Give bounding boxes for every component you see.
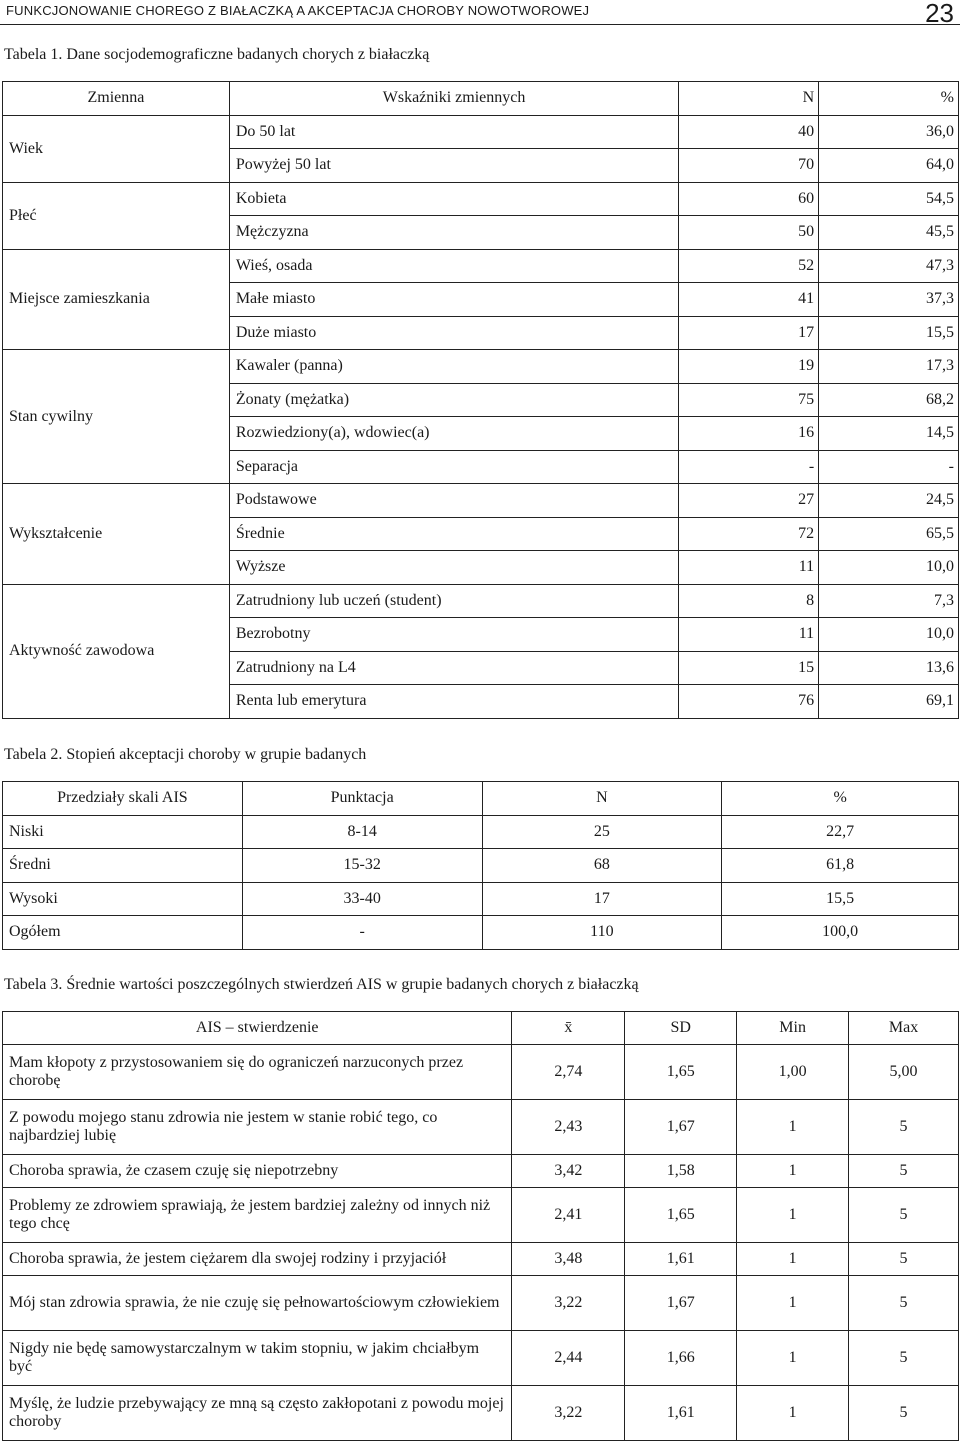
range-cell: Średni <box>3 849 243 883</box>
max-cell: 5 <box>849 1155 959 1188</box>
table-row <box>3 1386 959 1441</box>
table-row <box>3 249 959 283</box>
col-header-variable: Zmienna <box>3 82 230 116</box>
mean-cell: 2,41 <box>512 1188 625 1243</box>
running-title: FUNKCJONOWANIE CHOREGO Z BIAŁACZKĄ A AKCEPTACJA CHOROBY NOWOTWOROWEJ <box>6 3 590 18</box>
percent-cell: 17,3 <box>819 350 959 384</box>
indicator-cell: Do 50 lat <box>229 115 679 149</box>
indicator-cell: Mężczyzna <box>229 216 679 250</box>
indicator-cell: Kawaler (panna) <box>229 350 679 384</box>
col-header-score: Punktacja <box>242 782 482 816</box>
indicator-cell: Duże miasto <box>229 316 679 350</box>
table-row <box>3 916 959 950</box>
statement-cell: Mój stan zdrowia sprawia, że nie czuję się pełnowartościowym człowiekiem <box>3 1276 512 1331</box>
sd-cell: 1,58 <box>625 1155 737 1188</box>
statement-cell: Z powodu mojego stanu zdrowia nie jestem w stanie robić tego, co najbardziej lubię <box>3 1100 512 1155</box>
col-header-sd: SD <box>625 1012 737 1045</box>
table-row <box>3 815 959 849</box>
score-cell: 33-40 <box>242 882 482 916</box>
indicator-cell: Średnie <box>229 517 679 551</box>
min-cell: 1 <box>737 1155 849 1188</box>
mean-cell: 2,43 <box>512 1100 625 1155</box>
n-cell: 27 <box>679 484 819 518</box>
percent-cell: 24,5 <box>819 484 959 518</box>
mean-cell: 2,44 <box>512 1331 625 1386</box>
max-cell: 5 <box>849 1386 959 1441</box>
n-cell: 75 <box>679 383 819 417</box>
indicator-cell: Powyżej 50 lat <box>229 149 679 183</box>
n-cell: 41 <box>679 283 819 317</box>
sd-cell: 1,67 <box>625 1276 737 1331</box>
min-cell: 1 <box>737 1100 849 1155</box>
page-number: 23 <box>925 0 954 28</box>
max-cell: 5 <box>849 1188 959 1243</box>
n-cell: 11 <box>679 618 819 652</box>
sd-cell: 1,61 <box>625 1243 737 1276</box>
percent-cell: 15,5 <box>722 882 959 916</box>
indicator-cell: Wyższe <box>229 551 679 585</box>
table-row <box>3 1155 959 1188</box>
table-row <box>3 1276 959 1331</box>
min-cell: 1 <box>737 1276 849 1331</box>
table-row <box>3 1188 959 1243</box>
percent-cell: 10,0 <box>819 551 959 585</box>
n-cell: 8 <box>679 584 819 618</box>
max-cell: 5 <box>849 1276 959 1331</box>
percent-cell: 22,7 <box>722 815 959 849</box>
n-cell: 70 <box>679 149 819 183</box>
n-cell: 50 <box>679 216 819 250</box>
variable-cell: Stan cywilny <box>3 350 230 484</box>
percent-cell: 37,3 <box>819 283 959 317</box>
table1-caption: Tabela 1. Dane socjodemograficzne badanych chorych z białaczką <box>4 46 430 63</box>
n-cell: 25 <box>482 815 722 849</box>
ais-acceptance-table <box>2 781 959 950</box>
indicator-cell: Rozwiedziony(a), wdowiec(a) <box>229 417 679 451</box>
variable-cell: Aktywność zawodowa <box>3 584 230 718</box>
sd-cell: 1,65 <box>625 1188 737 1243</box>
min-cell: 1,00 <box>737 1045 849 1100</box>
mean-cell: 3,42 <box>512 1155 625 1188</box>
percent-cell: 14,5 <box>819 417 959 451</box>
percent-cell: 13,6 <box>819 651 959 685</box>
percent-cell: 45,5 <box>819 216 959 250</box>
statement-cell: Nigdy nie będę samowystarczalnym w takim stopniu, w jakim chciałbym być <box>3 1331 512 1386</box>
statement-cell: Myślę, że ludzie przebywający ze mną są często zakłopotani z powodu mojej choroby <box>3 1386 512 1441</box>
min-cell: 1 <box>737 1386 849 1441</box>
indicator-cell: Żonaty (mężatka) <box>229 383 679 417</box>
col-header-n: N <box>679 82 819 116</box>
table-row <box>3 1243 959 1276</box>
n-cell: 19 <box>679 350 819 384</box>
table3-caption: Tabela 3. Średnie wartości poszczególnych stwierdzeń AIS w grupie badanych chorych z białaczką <box>4 976 639 993</box>
col-header-percent: % <box>722 782 959 816</box>
table2-caption: Tabela 2. Stopień akceptacji choroby w grupie badanych <box>4 746 367 763</box>
percent-cell: 64,0 <box>819 149 959 183</box>
sd-cell: 1,61 <box>625 1386 737 1441</box>
n-cell: 52 <box>679 249 819 283</box>
mean-cell: 3,22 <box>512 1386 625 1441</box>
n-cell: 16 <box>679 417 819 451</box>
indicator-cell: Separacja <box>229 450 679 484</box>
percent-cell: 65,5 <box>819 517 959 551</box>
indicator-cell: Małe miasto <box>229 283 679 317</box>
sociodemographic-table <box>2 81 959 719</box>
score-cell: - <box>242 916 482 950</box>
variable-cell: Miejsce zamieszkania <box>3 249 230 350</box>
min-cell: 1 <box>737 1331 849 1386</box>
table-row <box>3 182 959 216</box>
percent-cell: 7,3 <box>819 584 959 618</box>
n-cell: 68 <box>482 849 722 883</box>
n-cell: 110 <box>482 916 722 950</box>
variable-cell: Wiek <box>3 115 230 182</box>
min-cell: 1 <box>737 1188 849 1243</box>
percent-cell: 68,2 <box>819 383 959 417</box>
indicator-cell: Kobieta <box>229 182 679 216</box>
col-header-percent: % <box>819 82 959 116</box>
range-cell: Ogółem <box>3 916 243 950</box>
n-cell: 15 <box>679 651 819 685</box>
score-cell: 8-14 <box>242 815 482 849</box>
percent-cell: 54,5 <box>819 182 959 216</box>
col-header-mean: x̄ <box>512 1012 625 1045</box>
statement-cell: Mam kłopoty z przystosowaniem się do ograniczeń narzuconych przez chorobę <box>3 1045 512 1100</box>
sd-cell: 1,65 <box>625 1045 737 1100</box>
sd-cell: 1,67 <box>625 1100 737 1155</box>
table-row <box>3 849 959 883</box>
score-cell: 15-32 <box>242 849 482 883</box>
indicator-cell: Bezrobotny <box>229 618 679 652</box>
mean-cell: 3,48 <box>512 1243 625 1276</box>
indicator-cell: Zatrudniony lub uczeń (student) <box>229 584 679 618</box>
col-header-n: N <box>482 782 722 816</box>
sd-cell: 1,66 <box>625 1331 737 1386</box>
n-cell: 60 <box>679 182 819 216</box>
n-cell: - <box>679 450 819 484</box>
range-cell: Niski <box>3 815 243 849</box>
col-header-range: Przedziały skali AIS <box>3 782 243 816</box>
mean-cell: 3,22 <box>512 1276 625 1331</box>
n-cell: 17 <box>482 882 722 916</box>
indicator-cell: Zatrudniony na L4 <box>229 651 679 685</box>
max-cell: 5 <box>849 1100 959 1155</box>
statement-cell: Problemy ze zdrowiem sprawiają, że jestem bardziej zależny od innych niż tego chcę <box>3 1188 512 1243</box>
table-row <box>3 1045 959 1100</box>
n-cell: 76 <box>679 685 819 719</box>
percent-cell: 47,3 <box>819 249 959 283</box>
max-cell: 5 <box>849 1331 959 1386</box>
max-cell: 5,00 <box>849 1045 959 1100</box>
indicator-cell: Renta lub emerytura <box>229 685 679 719</box>
table-row <box>3 1100 959 1155</box>
n-cell: 17 <box>679 316 819 350</box>
percent-cell: 61,8 <box>722 849 959 883</box>
table-row <box>3 1331 959 1386</box>
percent-cell: 15,5 <box>819 316 959 350</box>
col-header-statement: AIS – stwierdzenie <box>3 1012 512 1045</box>
table-row <box>3 115 959 149</box>
n-cell: 11 <box>679 551 819 585</box>
range-cell: Wysoki <box>3 882 243 916</box>
percent-cell: 36,0 <box>819 115 959 149</box>
percent-cell: 69,1 <box>819 685 959 719</box>
col-header-max: Max <box>849 1012 959 1045</box>
table-row <box>3 350 959 384</box>
table-row <box>3 882 959 916</box>
table-row <box>3 584 959 618</box>
table-row <box>3 484 959 518</box>
header-rule <box>0 24 960 25</box>
n-cell: 72 <box>679 517 819 551</box>
percent-cell: 10,0 <box>819 618 959 652</box>
col-header-indicators: Wskaźniki zmiennych <box>229 82 679 116</box>
col-header-min: Min <box>737 1012 849 1045</box>
variable-cell: Płeć <box>3 182 230 249</box>
max-cell: 5 <box>849 1243 959 1276</box>
statement-cell: Choroba sprawia, że jestem ciężarem dla swojej rodziny i przyjaciół <box>3 1243 512 1276</box>
statement-cell: Choroba sprawia, że czasem czuję się niepotrzebny <box>3 1155 512 1188</box>
n-cell: 40 <box>679 115 819 149</box>
percent-cell: 100,0 <box>722 916 959 950</box>
ais-statements-table <box>2 1011 959 1441</box>
mean-cell: 2,74 <box>512 1045 625 1100</box>
percent-cell: - <box>819 450 959 484</box>
indicator-cell: Podstawowe <box>229 484 679 518</box>
indicator-cell: Wieś, osada <box>229 249 679 283</box>
min-cell: 1 <box>737 1243 849 1276</box>
variable-cell: Wykształcenie <box>3 484 230 585</box>
